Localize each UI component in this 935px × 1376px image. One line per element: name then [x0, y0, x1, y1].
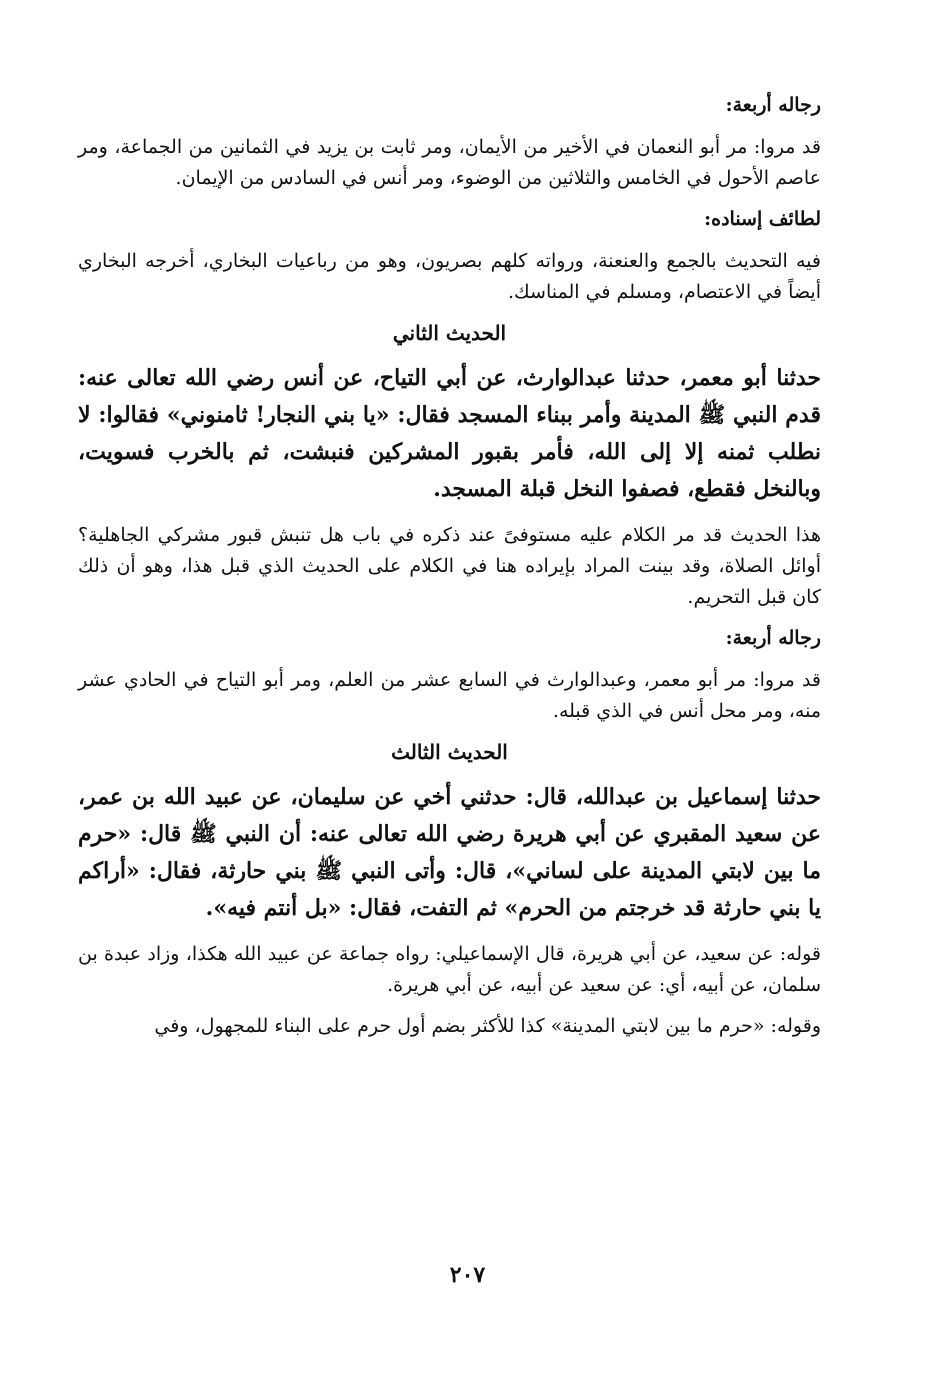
paragraph: هذا الحديث قد مر الكلام عليه مستوفىً عند ذكره في باب هل تنبش قبور مشركي الجاهلية؟ أوائل الصلاة، وقد بينت المراد بإيراده هنا في الكلام على الحديث الذي قبل هذا، وهو أن ذلك كان قبل التحريم.: [78, 524, 821, 608]
section-heading-isnad: لطائف إسناده:: [704, 208, 821, 230]
page-number: ٢٠٧: [449, 1262, 486, 1288]
paragraph: قد مروا: مر أبو معمر، وعبدالوارث في السابع عشر من العلم، ومر أبو التياح في الحادي عشر منه، ومر محل أنس في الذي قبله.: [78, 669, 821, 722]
hadith-text: حدثنا أبو معمر، حدثنا عبدالوارث، عن أبي التياح، عن أنس رضي الله تعالى عنه: قدم النبي ﷺ المدينة وأمر ببناء المسجد فقال: «يا بني النجار! ثامنوني» فقالوا: لا نطلب ثمنه إلا إلى الله، فأمر بقبور المشركين فنبشت، ثم بالخرب فسويت، وبالنخل فقطع، فصفوا النخل قبلة المسجد.: [78, 365, 821, 502]
paragraph: فيه التحديث بالجمع والعنعنة، ورواته كلهم بصريون، وهو من رباعيات البخاري، أخرجه البخاري أيضاً في الاعتصام، ومسلم في المناسك.: [78, 250, 821, 303]
paragraph: وقوله: «حرم ما بين لابتي المدينة» كذا للأكثر بضم أول حرم على البناء للمجهول، وفي: [154, 1015, 821, 1037]
paragraph: قد مروا: مر أبو النعمان في الأخير من الأيمان، ومر ثابت بن يزيد في الثمانين من الجماعة، ومر عاصم الأحول في الخامس والثلاثين من الوضوء، ومر أنس في السادس من الإيمان.: [78, 136, 821, 189]
hadith-title: الحديث الثاني: [392, 321, 507, 345]
hadith-title: الحديث الثالث: [391, 740, 508, 764]
page-body: [78, 90, 821, 1052]
section-heading-narrators: رجاله أربعة:: [725, 94, 821, 116]
section-heading-narrators: رجاله أربعة:: [725, 627, 821, 649]
paragraph: قوله: عن سعيد، عن أبي هريرة، قال الإسماعيلي: رواه جماعة عن عبيد الله هكذا، وزاد عبدة بن سلمان، عن أبيه، أي: عن سعيد عن أبيه، عن أبي هريرة.: [78, 943, 821, 996]
hadith-text: حدثنا إسماعيل بن عبدالله، قال: حدثني أخي عن سليمان، عن عبيد الله بن عمر، عن سعيد المقبري عن أبي هريرة رضي الله تعالى عنه: أن النبي ﷺ قال: «حرم ما بين لابتي المدينة على لساني»، قال: وأتى النبي ﷺ بني حارثة، فقال: «أراكم يا بني حارثة قد خرجتم من الحرم» ثم التفت، فقال: «بل أنتم فيه».: [78, 784, 821, 921]
